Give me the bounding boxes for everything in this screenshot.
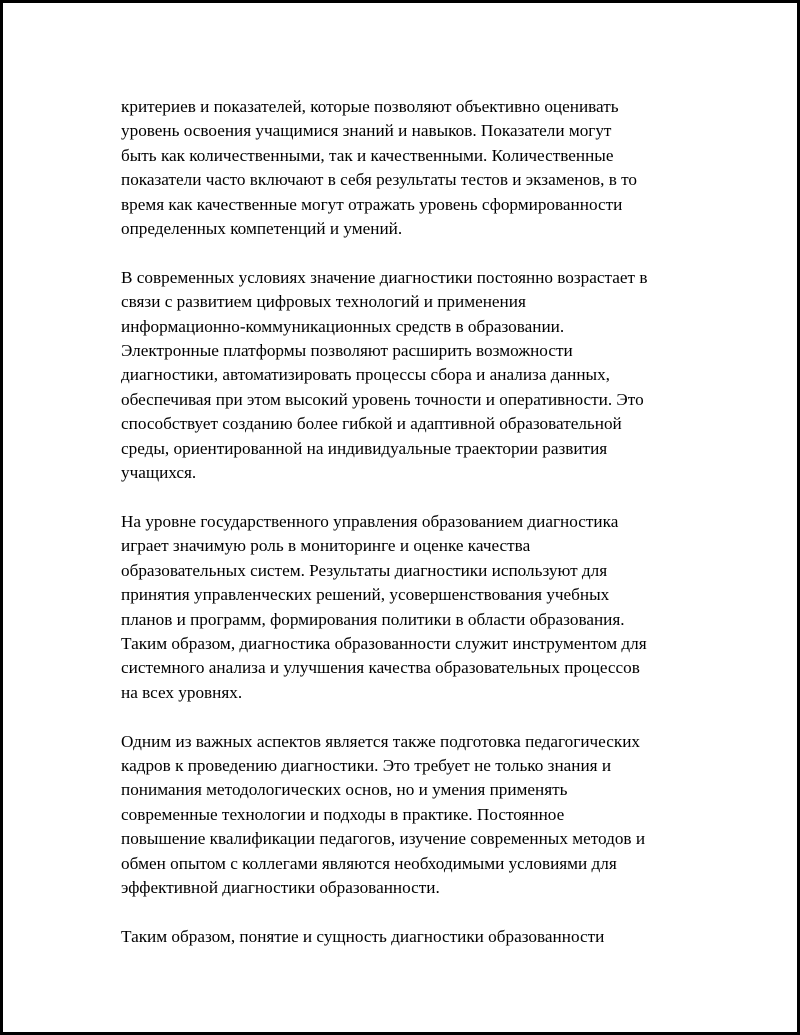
- paragraph-3: На уровне государственного управления образованием диагностика играет значимую роль в мониторинге и оценке качества образовательных систем. Результаты диагностики используют для принятия управленческих решений, усовершенствования учебных планов и программ, формирования политики в области образования. Таким образом, диагностика образованности служит инструментом для системного анализа и улучшения качества образовательных процессов на всех уровнях.: [121, 511, 647, 702]
- document-body: [121, 95, 721, 974]
- paragraph-4: Одним из важных аспектов является также подготовка педагогических кадров к проведению диагностики. Это требует не только знания и понимания методологических основ, но и умения применять современные технологии и подходы в практике. Постоянное повышение квалификации педагогов, изучение современных методов и обмен опытом с коллегами являются необходимыми условиями для эффективной диагностики образованности.: [121, 731, 646, 897]
- paragraph-2: В современных условиях значение диагностики постоянно возрастает в связи с развитием цифровых технологий и применения информационно-коммуникационных средств в образовании. Электронные платформы позволяют расширить возможности диагностики, автоматизировать процессы сбора и анализа данных, обеспечивая при этом высокий уровень точности и оперативности. Это способствует созданию более гибкой и адаптивной образовательной среды, ориентированной на индивидуальные траектории развития учащихся.: [121, 267, 648, 483]
- paragraph-1: критериев и показателей, которые позволяют объективно оценивать уровень освоения учащимися знаний и навыков. Показатели могут быть как количественными, так и качественными. Количественные показатели часто включают в себя результаты тестов и экзаменов, в то время как качественные могут отражать уровень сформированности определенных компетенций и умений.: [121, 97, 638, 239]
- paragraph-5: Таким образом, понятие и сущность диагностики образованности: [121, 926, 605, 946]
